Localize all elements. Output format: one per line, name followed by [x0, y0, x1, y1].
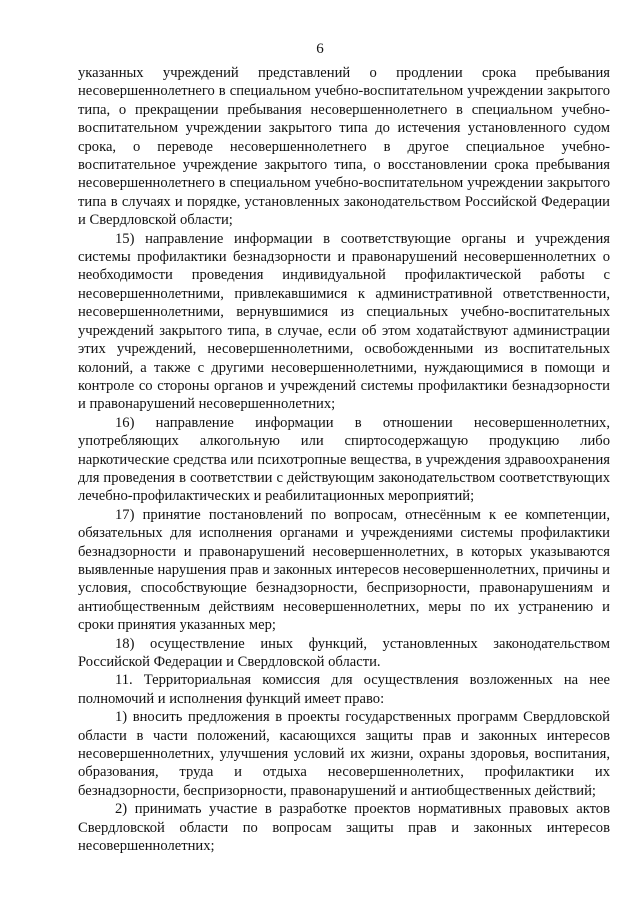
paragraph-right-1: 1) вносить предложения в проекты государственных программ Свердловской области в части положений, касающихся защиты прав и законных интересов несовершеннолетних, улучшения условий их жизни, охраны здоровья, воспитания, образования, труда и отдыха несовершеннолетних, профилактики их безнадзорности, беспризорности, правонарушений и антиобщественных действий;	[78, 709, 610, 799]
section-11-heading: 11. Территориальная комиссия для осуществления возложенных на нее полномочий и исполнения функций имеет право:	[78, 672, 610, 707]
paragraph-item-18: 18) осуществление иных функций, установленных законодательством Российской Федерации и Свердловской области.	[78, 635, 610, 670]
paragraph-item-15: 15) направление информации в соответствующие органы и учреждения системы профилактики безнадзорности и правонарушений несовершеннолетних о необходимости проведения индивидуальной профилактической работы с несовершеннолетними, привлекавшимися к административной ответственности, несовершеннолетними, вернувшимися из специальных учебно-воспитательных учреждений закрытого типа, в случае, если об этом ходатайствуют администрации этих учреждений, несовершеннолетними, освобожденными из воспитательных колоний, а также с другими несовершеннолетними, нуждающимися в помощи и контроле со стороны органов и учреждений системы профилактики безнадзорности и правонарушений несовершеннолетних;	[78, 230, 610, 413]
paragraph-item-16: 16) направление информации в отношении несовершеннолетних, употребляющих алкогольную или спиртосодержащую продукцию либо наркотические средства или психотропные вещества, в учреждения здравоохранения для проведения в соответствии с действующим законодательством соответствующих лечебно-профилактических и реабилитационных мероприятий;	[78, 414, 610, 505]
document-body	[78, 64, 610, 855]
page-number: 6	[316, 41, 324, 57]
paragraph-right-2: 2) принимать участие в разработке проектов нормативных правовых актов Свердловской области по вопросам защиты прав и законных интересов несовершеннолетних;	[78, 801, 610, 855]
paragraph-item-17: 17) принятие постановлений по вопросам, отнесённым к ее компетенции, обязательных для исполнения органами и учреждениями системы профилактики безнадзорности и правонарушений несовершеннолетних, в которых указываются выявленные нарушения прав и законных интересов несовершеннолетних, причины и условия, способствующие безнадзорности, беспризорности, правонарушениям и антиобщественным действиям несовершеннолетних, меры по их устранению и сроки принятия указанных мер;	[78, 506, 610, 634]
paragraph-14-continuation: указанных учреждений представлений о продлении срока пребывания несовершеннолетнего в специальном учебно-воспитательном учреждении закрытого типа, о прекращении пребывания несовершеннолетнего в специальном учебно-воспитательном учреждении закрытого типа до истечения установленного судом срока, о переводе несовершеннолетнего в другое специальное учебно-воспитательное учреждение закрытого типа, о восстановлении срока пребывания несовершеннолетнего в специальном учебно-воспитательном учреждении закрытого типа в случаях и порядке, установленных законодательством Российской Федерации и Свердловской области;	[78, 65, 610, 229]
